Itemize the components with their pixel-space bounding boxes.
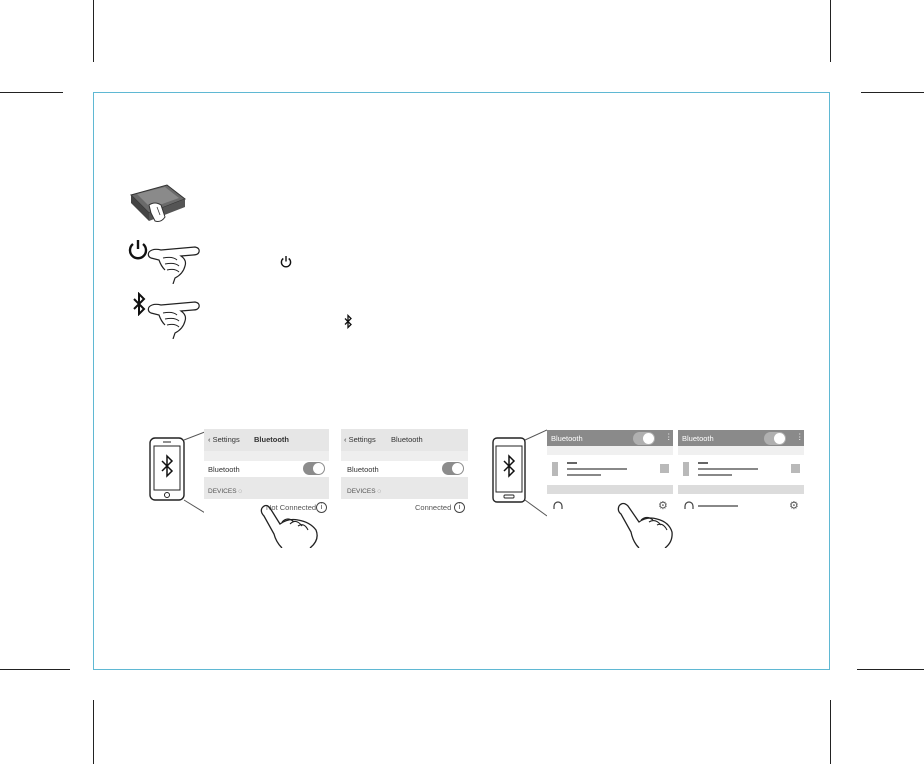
devices-header: DEVICES ◌ xyxy=(208,488,243,495)
back-button[interactable]: ‹ Settings xyxy=(208,435,240,444)
overflow-menu-icon: ⋮ xyxy=(665,432,673,441)
info-icon[interactable]: i xyxy=(454,502,465,513)
crop-mark xyxy=(830,0,831,62)
bluetooth-toggle[interactable] xyxy=(303,462,325,475)
bluetooth-label: Bluetooth xyxy=(347,465,379,474)
headphones-icon xyxy=(684,501,694,510)
device-icon xyxy=(552,462,558,476)
crop-mark xyxy=(93,0,94,62)
pointing-hand-icon xyxy=(147,240,201,284)
crop-mark xyxy=(0,669,70,670)
pointing-hand-icon xyxy=(258,500,326,548)
gear-icon[interactable]: ⚙ xyxy=(789,500,799,512)
phone-icon xyxy=(491,428,547,518)
devices-header: DEVICES ◌ xyxy=(347,488,382,495)
crop-mark xyxy=(0,92,63,93)
step-1-illustration xyxy=(127,183,189,225)
screen-title: Bluetooth xyxy=(551,434,583,443)
page-frame xyxy=(93,92,830,670)
bluetooth-toggle[interactable] xyxy=(764,432,786,445)
bluetooth-icon xyxy=(131,292,147,316)
device-status[interactable]: Connected xyxy=(415,503,452,512)
device-status[interactable]: Not Connected xyxy=(266,503,317,512)
device-text-line xyxy=(567,468,627,470)
device-text-line xyxy=(567,462,577,464)
back-button[interactable]: ‹ Settings xyxy=(344,435,376,444)
pointing-hand-icon xyxy=(617,500,675,548)
bluetooth-icon xyxy=(343,314,353,329)
device-text-line xyxy=(698,505,738,507)
power-icon xyxy=(280,255,292,268)
bluetooth-toggle[interactable] xyxy=(442,462,464,475)
screen-title: Bluetooth xyxy=(391,435,423,444)
android-bluetooth-screen-2 xyxy=(678,430,804,515)
info-icon[interactable]: i xyxy=(316,502,327,513)
crop-mark xyxy=(857,669,924,670)
device-text-line xyxy=(698,462,708,464)
device-text-line xyxy=(567,474,601,476)
bluetooth-toggle[interactable] xyxy=(633,432,655,445)
crop-mark xyxy=(861,92,924,93)
screen-title: Bluetooth xyxy=(682,434,714,443)
device-text-line xyxy=(698,468,758,470)
pointing-hand-icon xyxy=(147,295,201,339)
power-icon xyxy=(127,238,149,260)
gear-icon[interactable]: ⚙ xyxy=(658,500,668,512)
device-text-line xyxy=(698,474,732,476)
ios-bluetooth-screen-connected xyxy=(341,429,468,517)
crop-mark xyxy=(830,700,831,764)
device-action-icon[interactable] xyxy=(660,464,669,473)
device-action-icon[interactable] xyxy=(791,464,800,473)
screen-title: Bluetooth xyxy=(254,435,289,444)
overflow-menu-icon: ⋮ xyxy=(796,432,804,441)
crop-mark xyxy=(93,700,94,764)
device-icon xyxy=(683,462,689,476)
bluetooth-label: Bluetooth xyxy=(208,465,240,474)
phone-icon xyxy=(148,428,210,518)
headphones-icon xyxy=(553,501,563,510)
